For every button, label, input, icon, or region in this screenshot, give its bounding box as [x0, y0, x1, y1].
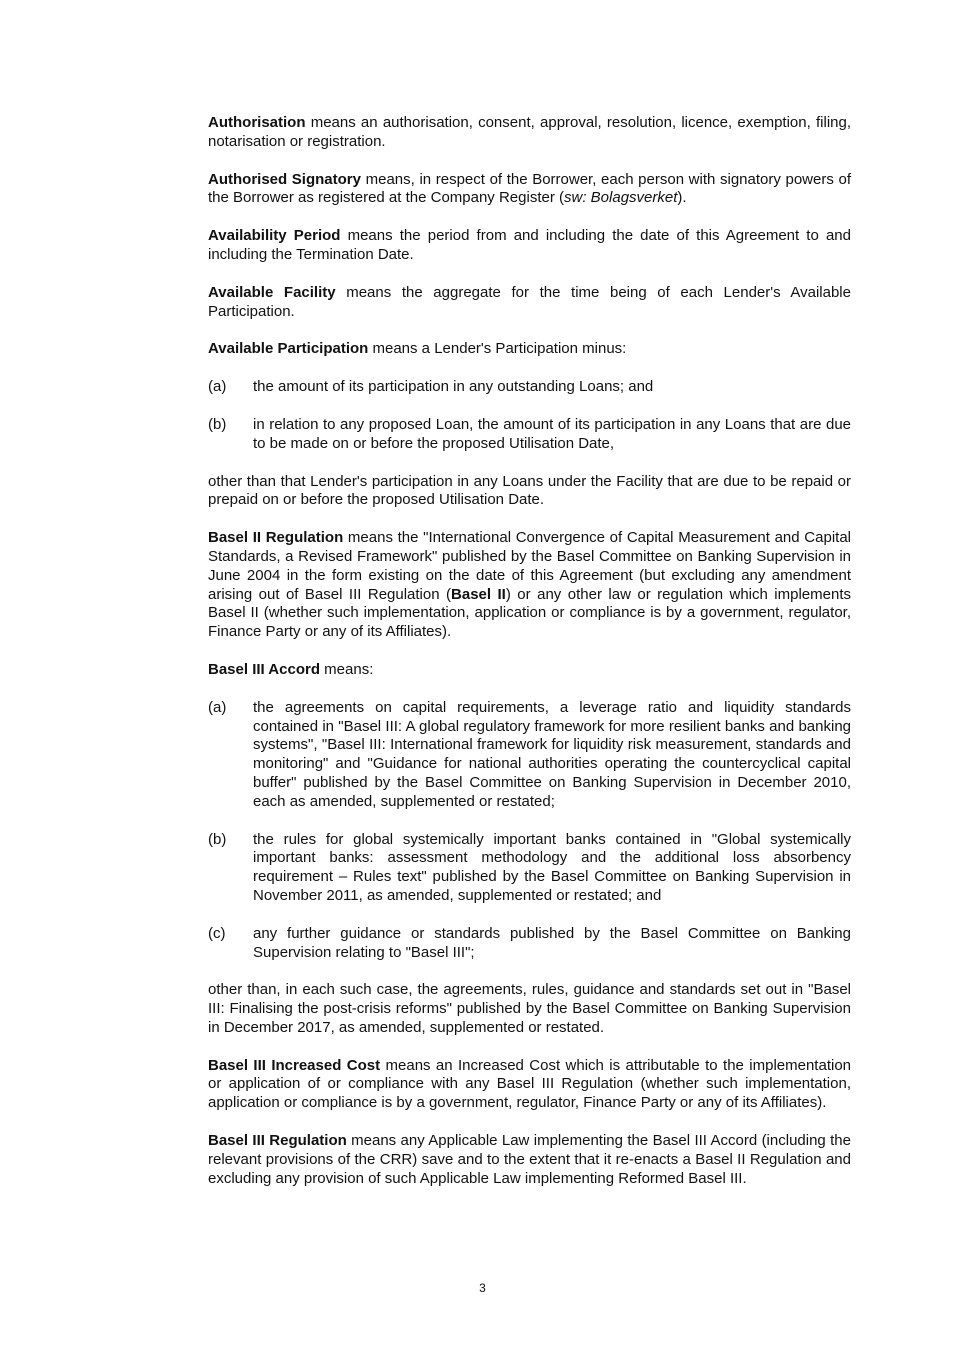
- definition-available-participation: [208, 340, 851, 359]
- list-item: [208, 831, 851, 906]
- list-item-label: (a): [208, 698, 227, 716]
- definition-text: means a Lender's Participation minus:: [368, 340, 627, 358]
- list-item-label: (c): [208, 924, 226, 942]
- available-participation-tail: other than that Lender's participation in any Loans under the Facility that are due to be repaid or prepaid on or before the proposed Utilisation Date.: [208, 472, 851, 509]
- defined-term: Available Participation: [208, 340, 369, 358]
- list-item: [208, 416, 851, 454]
- list-item-text: the agreements on capital requirements, a leverage ratio and liquidity standards contained in "Basel III: A global regulatory framework for more resilient banks and banking systems", "Basel III: International framework for liquidity risk measurement, standards and monitoring" and "Guidance for national authorities operating the countercyclical capital buffer" published by the Basel Committee on Banking Supervision in December 2010, each as amended, supplemented or restated;: [253, 698, 851, 810]
- defined-term: Basel II Regulation: [208, 529, 344, 547]
- list-item-text: the rules for global systemically important banks contained in "Global systemically important banks: assessment methodology and the additional loss absorbency requirement – Rules text" published by the Basel Committee on Banking Supervision in November 2011, as amended, supplemented or restated; and: [253, 830, 851, 904]
- definition-text: means:: [320, 660, 374, 678]
- definition-text: means the "International Convergence of Capital Measurement and Capital Standards, a Revised Framework" published by the Basel Committee on Banking Supervision in June 2004 in the form existing on the date of this Agreement (but excluding any amendment arising out of Basel III Regulation (: [208, 529, 851, 603]
- definition-availability-period: [208, 227, 851, 265]
- definition-text: means an Increased Cost which is attributable to the implementation or application of or compliance with any Basel III Regulation (whether such implementation, application or compliance is by a government, regulator, Finance Party or any of its Affiliates).: [208, 1056, 852, 1112]
- defined-term: Basel III Accord: [208, 660, 320, 678]
- defined-term: Availability Period: [208, 227, 341, 245]
- definition-basel-iii-regulation: [208, 1132, 851, 1188]
- defined-term: Authorisation: [208, 114, 306, 131]
- defined-term: Available Facility: [208, 283, 336, 301]
- definition-text: means any Applicable Law implementing the Basel III Accord (including the relevant provisions of the CRR) save and to the extent that it re-enacts a Basel II Regulation and excluding any provision of such Applicable Law implementing Reformed Basel III.: [208, 1132, 851, 1187]
- page-number: 3: [479, 1281, 486, 1295]
- list-item: [208, 925, 851, 963]
- defined-term: Basel III Increased Cost: [208, 1056, 381, 1074]
- definition-text-end: ).: [677, 189, 687, 207]
- definition-authorisation: [208, 114, 851, 152]
- inline-defined-term: Basel II: [451, 585, 506, 603]
- basel-iii-accord-tail: other than, in each such case, the agreements, rules, guidance and standards set out in "Basel III: Finalising the post-crisis reforms" published by the Basel Committee on Banking Supervision in December 2017, as amended, supplemented or restated.: [208, 981, 851, 1036]
- definition-text: means an authorisation, consent, approval, resolution, licence, exemption, filing, notarisation or registration.: [208, 114, 851, 150]
- list-item: [208, 699, 851, 812]
- definition-basel-iii-increased-cost: [208, 1057, 851, 1113]
- list-item: [208, 378, 851, 397]
- list-item-text: the amount of its participation in any outstanding Loans; and: [253, 378, 654, 396]
- document-page: [208, 114, 851, 1207]
- list-item-label: (b): [208, 830, 227, 848]
- list-item-label: (b): [208, 415, 227, 433]
- list-item-label: (a): [208, 378, 227, 396]
- definition-text: means the period from and including the date of this Agreement to and including the Termination Date.: [208, 227, 851, 263]
- list-item-text: in relation to any proposed Loan, the amount of its participation in any Loans that are due to be made on or before the proposed Utilisation Date,: [253, 415, 851, 452]
- definition-basel-iii-accord: [208, 661, 851, 680]
- list-item-text: any further guidance or standards published by the Basel Committee on Banking Supervision relating to "Basel III";: [253, 924, 851, 961]
- definition-text: means, in respect of the Borrower, each person with signatory powers of the Borrower as registered at the Company Register (: [208, 170, 851, 207]
- defined-term: Basel III Regulation: [208, 1132, 347, 1150]
- definition-available-facility: [208, 284, 851, 322]
- definition-text: means the aggregate for the time being of each Lender's Available Participation.: [208, 283, 851, 320]
- definition-authorised-signatory: [208, 171, 851, 209]
- swedish-translation: sw: Bolagsverket: [564, 189, 678, 207]
- defined-term: Authorised Signatory: [208, 170, 361, 188]
- definition-basel-ii-regulation: [208, 529, 851, 642]
- definition-text-end: ) or any other law or regulation which implements Basel II (whether such implementation, application or compliance is by a government, regulator, Finance Party or any of its Affiliates).: [208, 585, 851, 641]
